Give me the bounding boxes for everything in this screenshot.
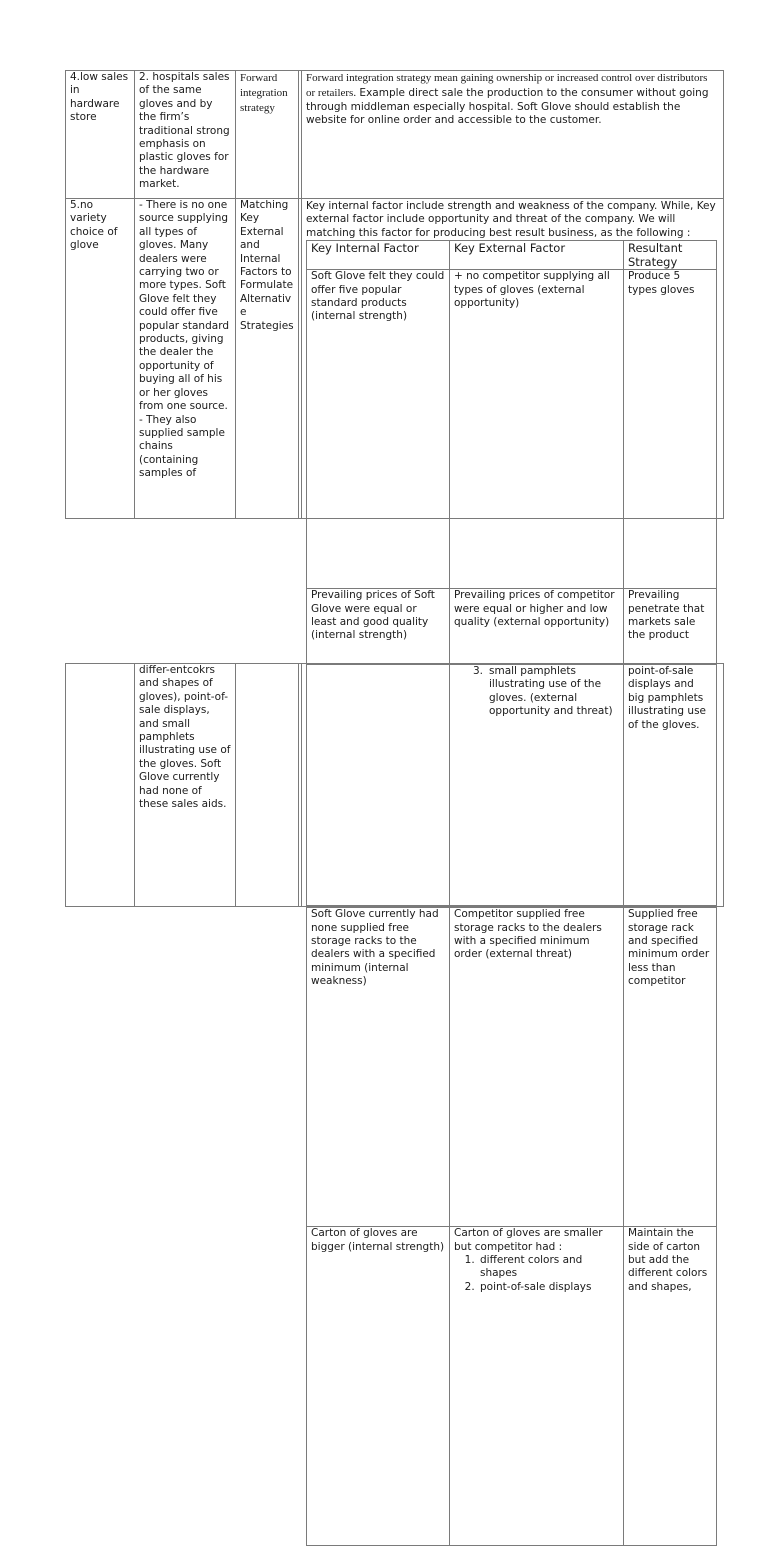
internal-factor: Soft Glove currently had none supplied free storage racks to the dealers with a specified minimum (internal weakness) (307, 908, 450, 1227)
factor-matrix-row (307, 908, 717, 1227)
external-factor: Prevailing prices of competitor were equal or higher and low quality (external opportunity) (450, 589, 624, 908)
internal-factor: Soft Glove felt they could offer five popular standard products (internal strength) (307, 270, 450, 589)
internal-factor: Carton of gloves are bigger (internal strength) (307, 1227, 450, 1546)
problem-cell-empty (66, 664, 135, 907)
factor-matrix-row (307, 270, 717, 589)
resultant-strategy: Maintain the side of carton but add the different colors and shapes, (624, 1227, 717, 1546)
strategy-cell: Forward integration strategy (236, 71, 299, 199)
table-row-continued (66, 664, 724, 907)
header-key-external: Key External Factor (450, 241, 624, 270)
description-sans-text: Example direct sale the production to the consumer without going through middleman especially hospital. Soft Glove should establish the website for online order and accessible to the customer. (306, 87, 709, 127)
list-item: small pamphlets illustrating use of the gloves. (external opportunity and threat) (489, 665, 613, 718)
factor-matrix-continued (306, 664, 717, 906)
resultant-strategy: Prevailing penetrate that markets sale the product (624, 589, 717, 908)
cause-cell: differ-entcokrs and shapes of gloves), point-of-sale displays, and small pamphlets illustrating use of the gloves. Soft Glove currently had none of these sales aids. (135, 664, 236, 907)
factor-matrix-row (307, 1227, 717, 1546)
external-factor: + no competitor supplying all types of gloves (external opportunity) (450, 270, 624, 589)
list-item: 2. point-of-sale displays (478, 1281, 619, 1294)
external-factor (450, 665, 624, 906)
description-cell (302, 71, 724, 199)
list-number: 3. (473, 665, 484, 677)
problem-cell: 4.low sales in hardware store (66, 71, 135, 199)
factor-matrix-row (307, 665, 717, 906)
problem-cell: 5.no variety choice of glove (66, 199, 135, 519)
cause-cell: 2. hospitals sales of the same gloves and by the firm’s traditional strong emphasis on plastic gloves for the hardware market. (135, 71, 236, 199)
matching-intro: Key internal factor include strength and weakness of the company. While, Key external factor include opportunity and threat of the company. We will matching this factor for producing best result business, as the following : (306, 200, 716, 239)
internal-factor: Prevailing prices of Soft Glove were equal or least and good quality (internal strength) (307, 589, 450, 908)
list-item: 1. different colors and shapes (478, 1254, 619, 1281)
resultant-strategy: point-of-sale displays and big pamphlets illustrating use of the gloves. (624, 665, 717, 906)
table-row-no-variety (66, 199, 724, 519)
competitor-aids-list (454, 1254, 619, 1294)
strategy-cell-empty (236, 664, 299, 907)
table-row-low-sales (66, 71, 724, 199)
factor-matrix-header-row (307, 241, 717, 270)
external-factor (450, 1227, 624, 1546)
strategy-table-page-continued (65, 663, 724, 907)
cause-text: - There is no one source supplying all types of gloves. Many dealers were carrying two or more types. Soft Glove felt they could offer five popular standard products, giving the dealer the opportunity of buying all of his or her gloves from one source. - They also supplied sample chains (containing samples of (139, 199, 229, 480)
external-factor: Competitor supplied free storage racks to the dealers with a specified minimum order (external threat) (450, 908, 624, 1227)
description-serif-text: Forward integration strategy mean gaining ownership or increased control over distributors or retailers. (306, 72, 708, 99)
external-factor-intro: Carton of gloves are smaller but competitor had : (454, 1227, 603, 1253)
cause-cell (135, 199, 236, 519)
header-key-internal: Key Internal Factor (307, 241, 450, 270)
resultant-strategy: Produce 5 types gloves (624, 270, 717, 589)
matching-cell (302, 664, 724, 907)
resultant-strategy: Supplied free storage rack and specified minimum order less than competitor (624, 908, 717, 1227)
header-resultant: Resultant Strategy (624, 241, 717, 270)
strategy-cell: Matching Key External and Internal Factors to Formulate Alternativ e Strategies (236, 199, 299, 519)
internal-factor-empty (307, 665, 450, 906)
